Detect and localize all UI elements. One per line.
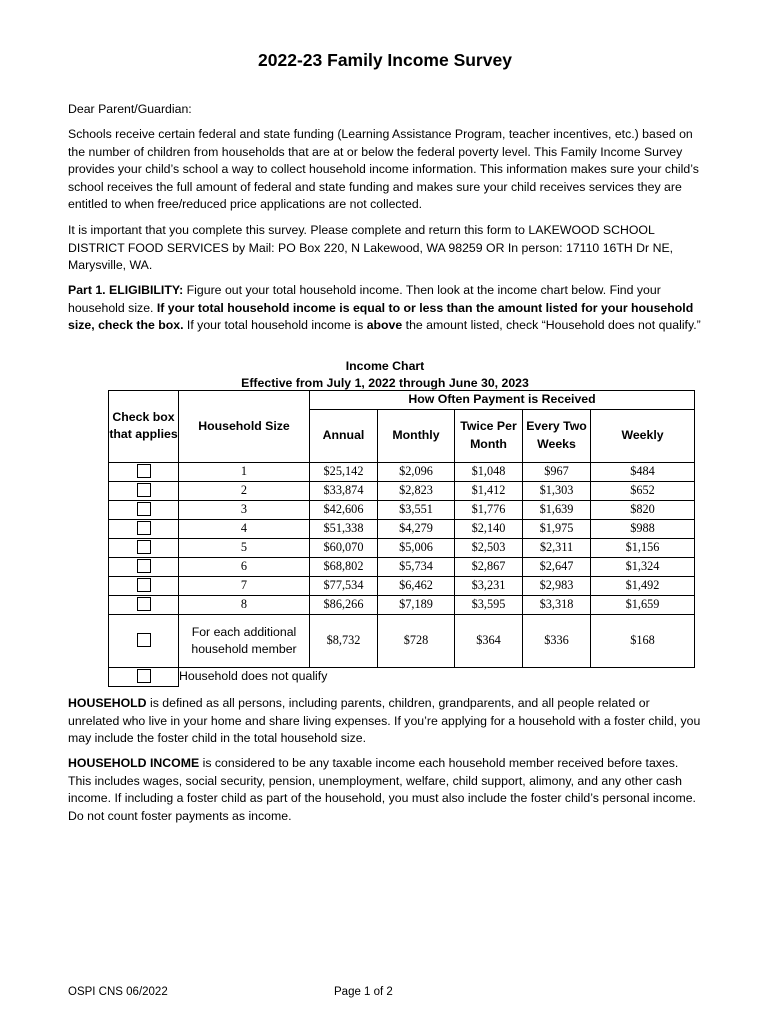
monthly-header: Monthly bbox=[378, 409, 455, 462]
part1-above: above bbox=[366, 318, 403, 332]
table-row bbox=[109, 576, 695, 595]
cell-every2: $3,318 bbox=[523, 595, 591, 614]
cell-every2: $1,303 bbox=[523, 481, 591, 500]
cell-size: 6 bbox=[179, 557, 310, 576]
household-size-header: Household Size bbox=[179, 391, 310, 463]
cell-every2: $2,983 bbox=[523, 576, 591, 595]
cell-annual: $77,534 bbox=[310, 576, 378, 595]
intro-paragraph: Schools receive certain federal and state funding (Learning Assistance Program, teacher incentives, etc.) based on the number of children from households that are at or below the federal poverty level. This Family Income Survey provides your child’s school a way to collect household income information. This information makes sure your child’s school receives the full amount of federal and state funding and makes sure your child receives services they are entitled to when free/reduced price applications are not collected. bbox=[68, 127, 699, 211]
table-row bbox=[109, 481, 695, 500]
household-definition bbox=[68, 695, 702, 748]
cell-weekly: $1,492 bbox=[591, 576, 695, 595]
cell-twice: $1,776 bbox=[455, 500, 523, 519]
household-income-definition bbox=[68, 755, 702, 825]
cell-annual: $86,266 bbox=[310, 595, 378, 614]
additional-annual: $8,732 bbox=[310, 614, 378, 667]
income-chart-title: Income Chart bbox=[345, 359, 425, 373]
cell-weekly: $1,156 bbox=[591, 538, 695, 557]
checkbox-size-5[interactable] bbox=[137, 540, 151, 554]
table-row bbox=[109, 519, 695, 538]
checkbox-size-6[interactable] bbox=[137, 559, 151, 573]
table-row bbox=[109, 538, 695, 557]
cell-size: 4 bbox=[179, 519, 310, 538]
cell-monthly: $4,279 bbox=[378, 519, 455, 538]
part1-text2: If your total household income is bbox=[183, 318, 367, 332]
cell-size: 2 bbox=[179, 481, 310, 500]
cell-weekly: $1,324 bbox=[591, 557, 695, 576]
income-chart-subtitle: Effective from July 1, 2022 through June 30, 2023 bbox=[241, 376, 529, 390]
cell-weekly: $988 bbox=[591, 519, 695, 538]
household-text: is defined as all persons, including parents, children, grandparents, and all people related or unrelated who live in your home and share living expenses. If you’re applying for a household with a foster child, you may include the foster child in the total household size. bbox=[68, 696, 701, 745]
cell-size: 1 bbox=[179, 462, 310, 481]
additional-monthly: $728 bbox=[378, 614, 455, 667]
cell-annual: $25,142 bbox=[310, 462, 378, 481]
cell-weekly: $1,659 bbox=[591, 595, 695, 614]
part1-text1: Figure out your total household income. Then look at the income chart below. Find your household size. bbox=[68, 283, 661, 315]
checkbox-size-4[interactable] bbox=[137, 521, 151, 535]
additional-every2: $336 bbox=[523, 614, 591, 667]
cell-monthly: $2,823 bbox=[378, 481, 455, 500]
checkbox-not-qualify[interactable] bbox=[137, 669, 151, 683]
cell-monthly: $6,462 bbox=[378, 576, 455, 595]
checkbox-size-7[interactable] bbox=[137, 578, 151, 592]
cell-monthly: $5,734 bbox=[378, 557, 455, 576]
table-row bbox=[109, 500, 695, 519]
cell-twice: $2,140 bbox=[455, 519, 523, 538]
cell-twice: $1,412 bbox=[455, 481, 523, 500]
additional-weekly: $168 bbox=[591, 614, 695, 667]
cell-size: 8 bbox=[179, 595, 310, 614]
cell-annual: $68,802 bbox=[310, 557, 378, 576]
cell-annual: $42,606 bbox=[310, 500, 378, 519]
cell-monthly: $3,551 bbox=[378, 500, 455, 519]
table-row-not-qualify bbox=[109, 667, 695, 686]
part1-label: Part 1. ELIGIBILITY: bbox=[68, 283, 184, 297]
weekly-header: Weekly bbox=[591, 409, 695, 462]
checkbox-size-1[interactable] bbox=[137, 464, 151, 478]
household-term: HOUSEHOLD bbox=[68, 696, 147, 710]
footer-page-number: Page 1 of 2 bbox=[334, 986, 393, 998]
cell-annual: $60,070 bbox=[310, 538, 378, 557]
checkbox-additional[interactable] bbox=[137, 633, 151, 647]
table-row bbox=[109, 462, 695, 481]
additional-twice: $364 bbox=[455, 614, 523, 667]
part1-bold-text: If your total household income is equal to or less than the amount listed for your household size, check the box. bbox=[68, 300, 694, 332]
cell-size: 5 bbox=[179, 538, 310, 557]
cell-every2: $1,975 bbox=[523, 519, 591, 538]
cell-twice: $2,503 bbox=[455, 538, 523, 557]
table-row bbox=[109, 595, 695, 614]
additional-member-label: For each additional household member bbox=[179, 614, 310, 667]
part1-text3: the amount listed, check “Household does not qualify.” bbox=[402, 318, 701, 332]
checkbox-size-8[interactable] bbox=[137, 597, 151, 611]
footer-code: OSPI CNS 06/2022 bbox=[68, 986, 168, 998]
cell-twice: $3,231 bbox=[455, 576, 523, 595]
salutation: Dear Parent/Guardian: bbox=[68, 102, 192, 116]
cell-every2: $1,639 bbox=[523, 500, 591, 519]
cell-twice: $2,867 bbox=[455, 557, 523, 576]
check-column-header: Check box that applies bbox=[109, 391, 179, 463]
part1-paragraph bbox=[68, 282, 702, 335]
page-title: 2022-23 Family Income Survey bbox=[258, 50, 512, 70]
cell-weekly: $484 bbox=[591, 462, 695, 481]
household-income-text: is considered to be any taxable income each household member received before taxes. This includes wages, social security, pension, unemployment, welfare, child support, alimony, and any other cash income. If including a foster child as part of the household, you must also include the foster child’s personal income. Do not count foster payments as income. bbox=[68, 756, 696, 823]
cell-monthly: $7,189 bbox=[378, 595, 455, 614]
cell-every2: $2,647 bbox=[523, 557, 591, 576]
income-chart-table bbox=[108, 390, 695, 687]
checkbox-size-2[interactable] bbox=[137, 483, 151, 497]
cell-monthly: $2,096 bbox=[378, 462, 455, 481]
payment-frequency-header: How Often Payment is Received bbox=[310, 391, 695, 410]
cell-every2: $967 bbox=[523, 462, 591, 481]
table-row bbox=[109, 557, 695, 576]
cell-weekly: $820 bbox=[591, 500, 695, 519]
cell-annual: $51,338 bbox=[310, 519, 378, 538]
checkbox-size-3[interactable] bbox=[137, 502, 151, 516]
cell-every2: $2,311 bbox=[523, 538, 591, 557]
cell-annual: $33,874 bbox=[310, 481, 378, 500]
cell-size: 3 bbox=[179, 500, 310, 519]
every-two-weeks-header: Every Two Weeks bbox=[523, 409, 591, 462]
cell-monthly: $5,006 bbox=[378, 538, 455, 557]
cell-twice: $3,595 bbox=[455, 595, 523, 614]
cell-size: 7 bbox=[179, 576, 310, 595]
not-qualify-label: Household does not qualify bbox=[179, 667, 695, 686]
cell-weekly: $652 bbox=[591, 481, 695, 500]
annual-header: Annual bbox=[310, 409, 378, 462]
cell-twice: $1,048 bbox=[455, 462, 523, 481]
household-income-term: HOUSEHOLD INCOME bbox=[68, 756, 200, 770]
twice-per-month-header: Twice Per Month bbox=[455, 409, 523, 462]
return-info-paragraph: It is important that you complete this survey. Please complete and return this form to LAKEWOOD SCHOOL DISTRICT FOOD SERVICES by Mail: PO Box 220, N Lakewood, WA 98259 OR In person: 17110 16TH Dr NE, Marysville, WA. bbox=[68, 223, 674, 272]
table-row-additional bbox=[109, 614, 695, 667]
